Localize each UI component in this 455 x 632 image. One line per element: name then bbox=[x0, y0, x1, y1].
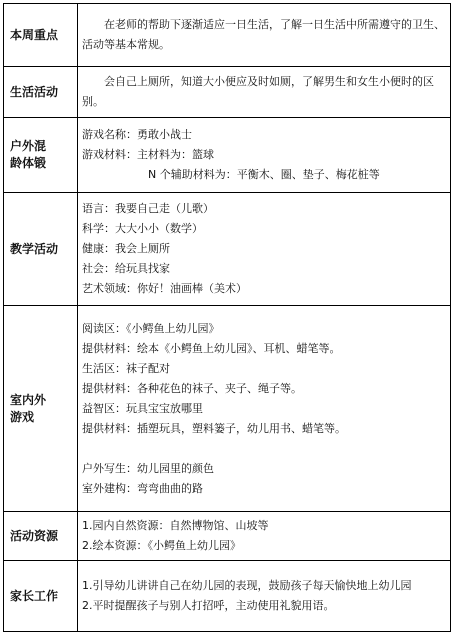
outdoor-line: 游戏材料：主材料为：篮球 bbox=[82, 148, 214, 161]
label-games-line1: 室内外 bbox=[10, 392, 47, 407]
games-line: 阅读区：《小鳄鱼上幼儿园》 bbox=[82, 321, 220, 335]
games-line: 生活区：袜子配对 bbox=[82, 361, 170, 375]
games-line: 提供材料：绘本《小鳄鱼上幼儿园》、耳机、蜡笔等。 bbox=[82, 341, 341, 355]
label-teaching-activity: 教学活动 bbox=[4, 193, 78, 306]
outdoor-line: N 个辅助材料为：平衡木、圈、垫子、梅花桩等 bbox=[148, 168, 380, 181]
games-line: 益智区：玩具宝宝放哪里 bbox=[82, 401, 203, 415]
row-activity-resources bbox=[4, 512, 451, 561]
parents-line: 1.引导幼儿讲讲自己在幼儿园的表现，鼓励孩子每天愉快地上幼儿园 bbox=[82, 579, 412, 592]
label-weekly-focus: 本周重点 bbox=[4, 4, 78, 67]
resources-line: 2.绘本资源：《小鳄鱼上幼儿园》 bbox=[82, 539, 241, 552]
content-teaching-activity bbox=[78, 193, 451, 306]
row-weekly-focus bbox=[4, 4, 451, 67]
teaching-line: 艺术领域：你好！油画棒（美术） bbox=[82, 282, 247, 295]
weekly-plan-table bbox=[3, 3, 451, 632]
content-activity-resources bbox=[78, 512, 451, 561]
games-line: 提供材料：各种花色的袜子、夹子、绳子等。 bbox=[82, 381, 302, 395]
parents-line: 2.平时提醒孩子与别人打招呼，主动使用礼貌用语。 bbox=[82, 599, 335, 612]
teaching-line: 社会：给玩具找家 bbox=[82, 262, 170, 275]
weekly-focus-text: 在老师的帮助下逐渐适应一日生活，了解一日生活中所需遵守的卫生、活动等基本常规。 bbox=[82, 18, 445, 51]
label-parent-work: 家长工作 bbox=[4, 561, 78, 632]
label-outdoor-line1: 户外混 bbox=[10, 139, 47, 153]
content-parent-work bbox=[78, 561, 451, 632]
row-outdoor-exercise bbox=[4, 118, 451, 193]
label-life-activity: 生活活动 bbox=[4, 67, 78, 118]
row-parent-work bbox=[4, 561, 451, 632]
teaching-line: 科学：大大小小（数学） bbox=[82, 222, 203, 235]
content-weekly-focus bbox=[78, 4, 451, 67]
teaching-line: 语言：我要自己走（儿歌） bbox=[82, 202, 214, 215]
label-games bbox=[4, 306, 78, 512]
life-activity-text: 会自己上厕所，知道大小便应及时如厕，了解男生和女生小便时的区别。 bbox=[82, 75, 434, 108]
label-outdoor-exercise bbox=[4, 118, 78, 193]
games-line: 提供材料：插塑玩具，塑料篓子，幼儿用书、蜡笔等。 bbox=[82, 421, 346, 435]
outdoor-line: 游戏名称：勇敢小战士 bbox=[82, 128, 192, 141]
content-outdoor-exercise bbox=[78, 118, 451, 193]
content-life-activity bbox=[78, 67, 451, 118]
content-games bbox=[78, 306, 451, 512]
row-life-activity bbox=[4, 67, 451, 118]
label-games-line2: 游戏 bbox=[10, 409, 35, 424]
blank-line bbox=[82, 439, 446, 459]
row-teaching-activity bbox=[4, 193, 451, 306]
label-activity-resources: 活动资源 bbox=[4, 512, 78, 561]
row-indoor-outdoor-games bbox=[4, 306, 451, 512]
resources-line: 1.园内自然资源：自然博物馆、山坡等 bbox=[82, 519, 269, 532]
teaching-line: 健康：我会上厕所 bbox=[82, 242, 170, 255]
games-line: 室外建构：弯弯曲曲的路 bbox=[82, 481, 203, 495]
label-outdoor-line2: 龄体锻 bbox=[10, 156, 47, 170]
games-line: 户外写生：幼儿园里的颜色 bbox=[82, 461, 214, 475]
